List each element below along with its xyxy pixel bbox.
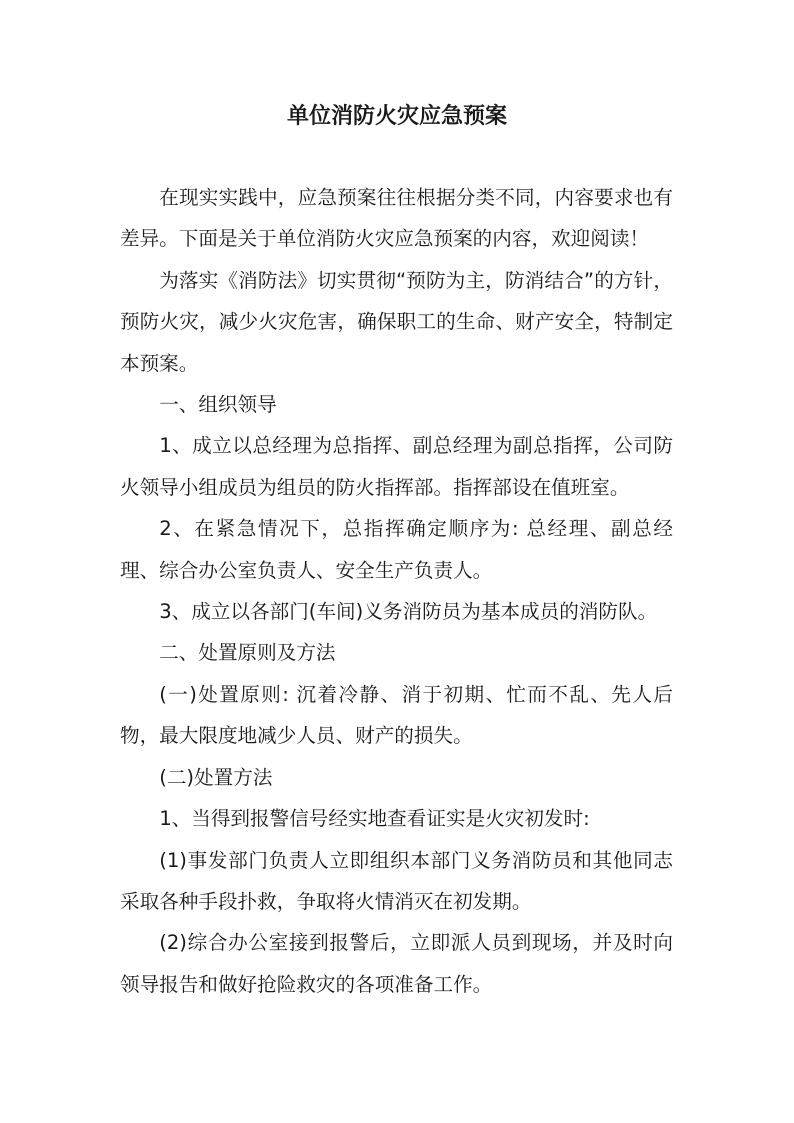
paragraph-intro: 在现实实践中，应急预案往往根据分类不同，内容要求也有差异。下面是关于单位消防火灾应急预案的内容，欢迎阅读！ (120, 186, 673, 251)
heading-principles: 二、处置原则及方法 (159, 641, 336, 665)
paragraph-purpose: 为落实《消防法》切实贯彻“预防为主，防消结合”的方针，预防火灾，减少火灾危害，确保职工的生命、财产安全，特制定本预案。 (120, 268, 673, 375)
paragraph-item: (一)处置原则: 沉着冷静、消于初期、忙而不乱、先人后物，最大限度地减少人员、财产的损失。 (120, 682, 673, 748)
subheading-methods: (二)处置方法 (159, 765, 273, 789)
document-title: 单位消防火灾应急预案 (286, 104, 507, 129)
paragraph-item: 1、当得到报警信号经实地查看证实是火灾初发时: (159, 807, 590, 831)
document-body (120, 177, 673, 1005)
paragraph-item: (1)事发部门负责人立即组织本部门义务消防员和其他同志采取各种手段扑救，争取将火情消灭在初发期。 (120, 848, 673, 913)
paragraph-item: 3、成立以各部门(车间)义务消防员为基本成员的消防队。 (159, 600, 658, 624)
paragraph-item: 1、成立以总经理为总指挥、副总经理为副总指挥，公司防火领导小组成员为组员的防火指挥部。指挥部设在值班室。 (120, 434, 673, 499)
paragraph-item: 2、在紧急情况下，总指挥确定顺序为: 总经理、副总经理、综合办公室负责人、安全生产负责人。 (120, 517, 673, 582)
heading-organization: 一、组织领导 (159, 393, 277, 417)
paragraph-item: (2)综合办公室接到报警后，立即派人员到现场，并及时向领导报告和做好抢险救灾的各项准备工作。 (120, 931, 673, 996)
